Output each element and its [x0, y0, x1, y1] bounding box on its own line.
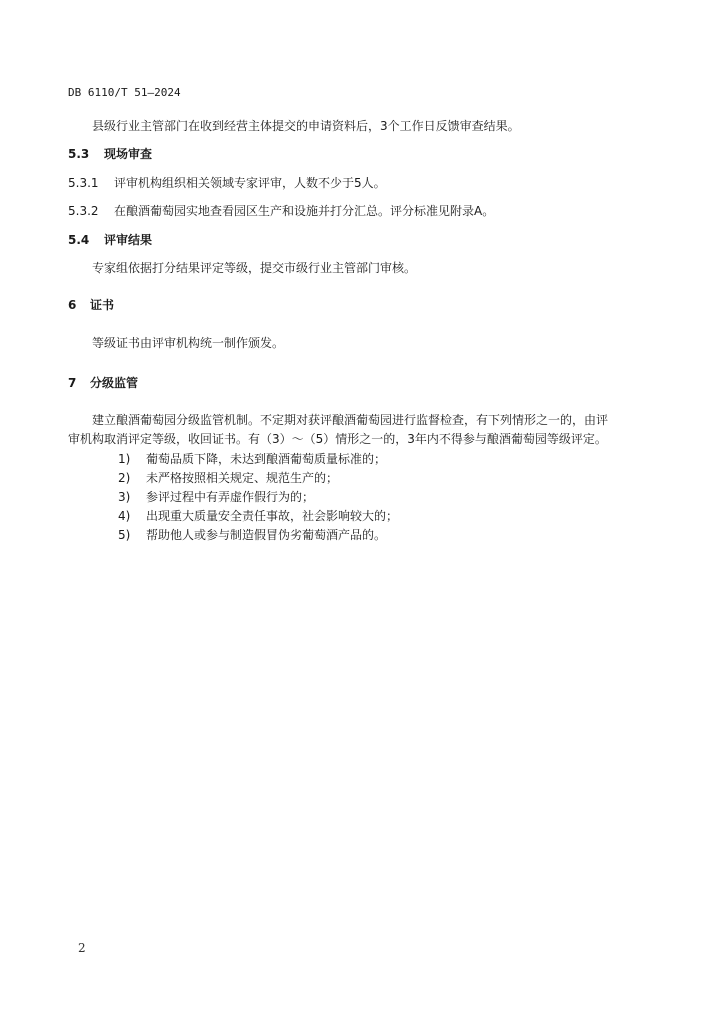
section-6-heading: [68, 296, 114, 313]
section-6-paragraph: 等级证书由评审机构统一制作颁发。: [92, 336, 285, 350]
page-number: 2: [78, 941, 86, 955]
intro-paragraph: 县级行业主管部门在收到经营主体提交的申请资料后，3个工作日反馈审查结果。: [92, 119, 520, 133]
list-text: 帮助他人或参与制造假冒伪劣葡萄酒产品的。: [146, 528, 387, 542]
section-7-heading: [68, 374, 138, 391]
section-5-3-heading: [68, 145, 152, 162]
section-number: 5.3: [68, 147, 90, 161]
clause-5-3-2: [68, 202, 658, 220]
list-item: [118, 488, 314, 505]
list-marker: 5): [118, 528, 131, 542]
section-number: 6: [68, 298, 77, 312]
list-item: [118, 526, 386, 543]
section-7-paragraph-line-1: 建立酿酒葡萄园分级监管机制。不定期对获评酿酒葡萄园进行监督检查，有下列情形之一的，由评: [92, 413, 609, 427]
list-marker: 4): [118, 509, 131, 523]
section-number: 7: [68, 376, 77, 390]
list-item: [118, 507, 398, 524]
section-title: 分级监管: [90, 376, 139, 390]
list-marker: 2): [118, 471, 131, 485]
section-title: 现场审查: [104, 147, 153, 161]
list-marker: 3): [118, 490, 131, 504]
section-5-4-paragraph: 专家组依据打分结果评定等级，提交市级行业主管部门审核。: [92, 261, 417, 275]
clause-5-3-1: [68, 174, 658, 192]
list-text: 未严格按照相关规定、规范生产的；: [146, 471, 339, 485]
list-item: [118, 450, 386, 467]
clause-text: 在酿酒葡萄园实地查看园区生产和设施并打分汇总。评分标准见附录A。: [114, 204, 495, 218]
section-title: 评审结果: [104, 233, 153, 247]
list-text: 葡萄品质下降，未达到酿酒葡萄质量标准的；: [146, 452, 387, 466]
list-item: [118, 469, 338, 486]
section-title: 证书: [90, 298, 115, 312]
clause-number: 5.3.1: [68, 176, 99, 190]
list-text: 出现重大质量安全责任事故，社会影响较大的；: [146, 509, 399, 523]
section-7-paragraph-line-2: 审机构取消评定等级，收回证书。有（3）～（5）情形之一的，3年内不得参与酿酒葡萄园等级评定。: [68, 432, 607, 446]
list-text: 参评过程中有弄虚作假行为的；: [146, 490, 315, 504]
section-number: 5.4: [68, 233, 90, 247]
clause-number: 5.3.2: [68, 204, 99, 218]
section-5-4-heading: [68, 231, 152, 248]
clause-text: 评审机构组织相关领域专家评审，人数不少于5人。: [114, 176, 386, 190]
list-marker: 1): [118, 452, 131, 466]
document-header: DB 6110/T 51—2024: [68, 86, 181, 99]
